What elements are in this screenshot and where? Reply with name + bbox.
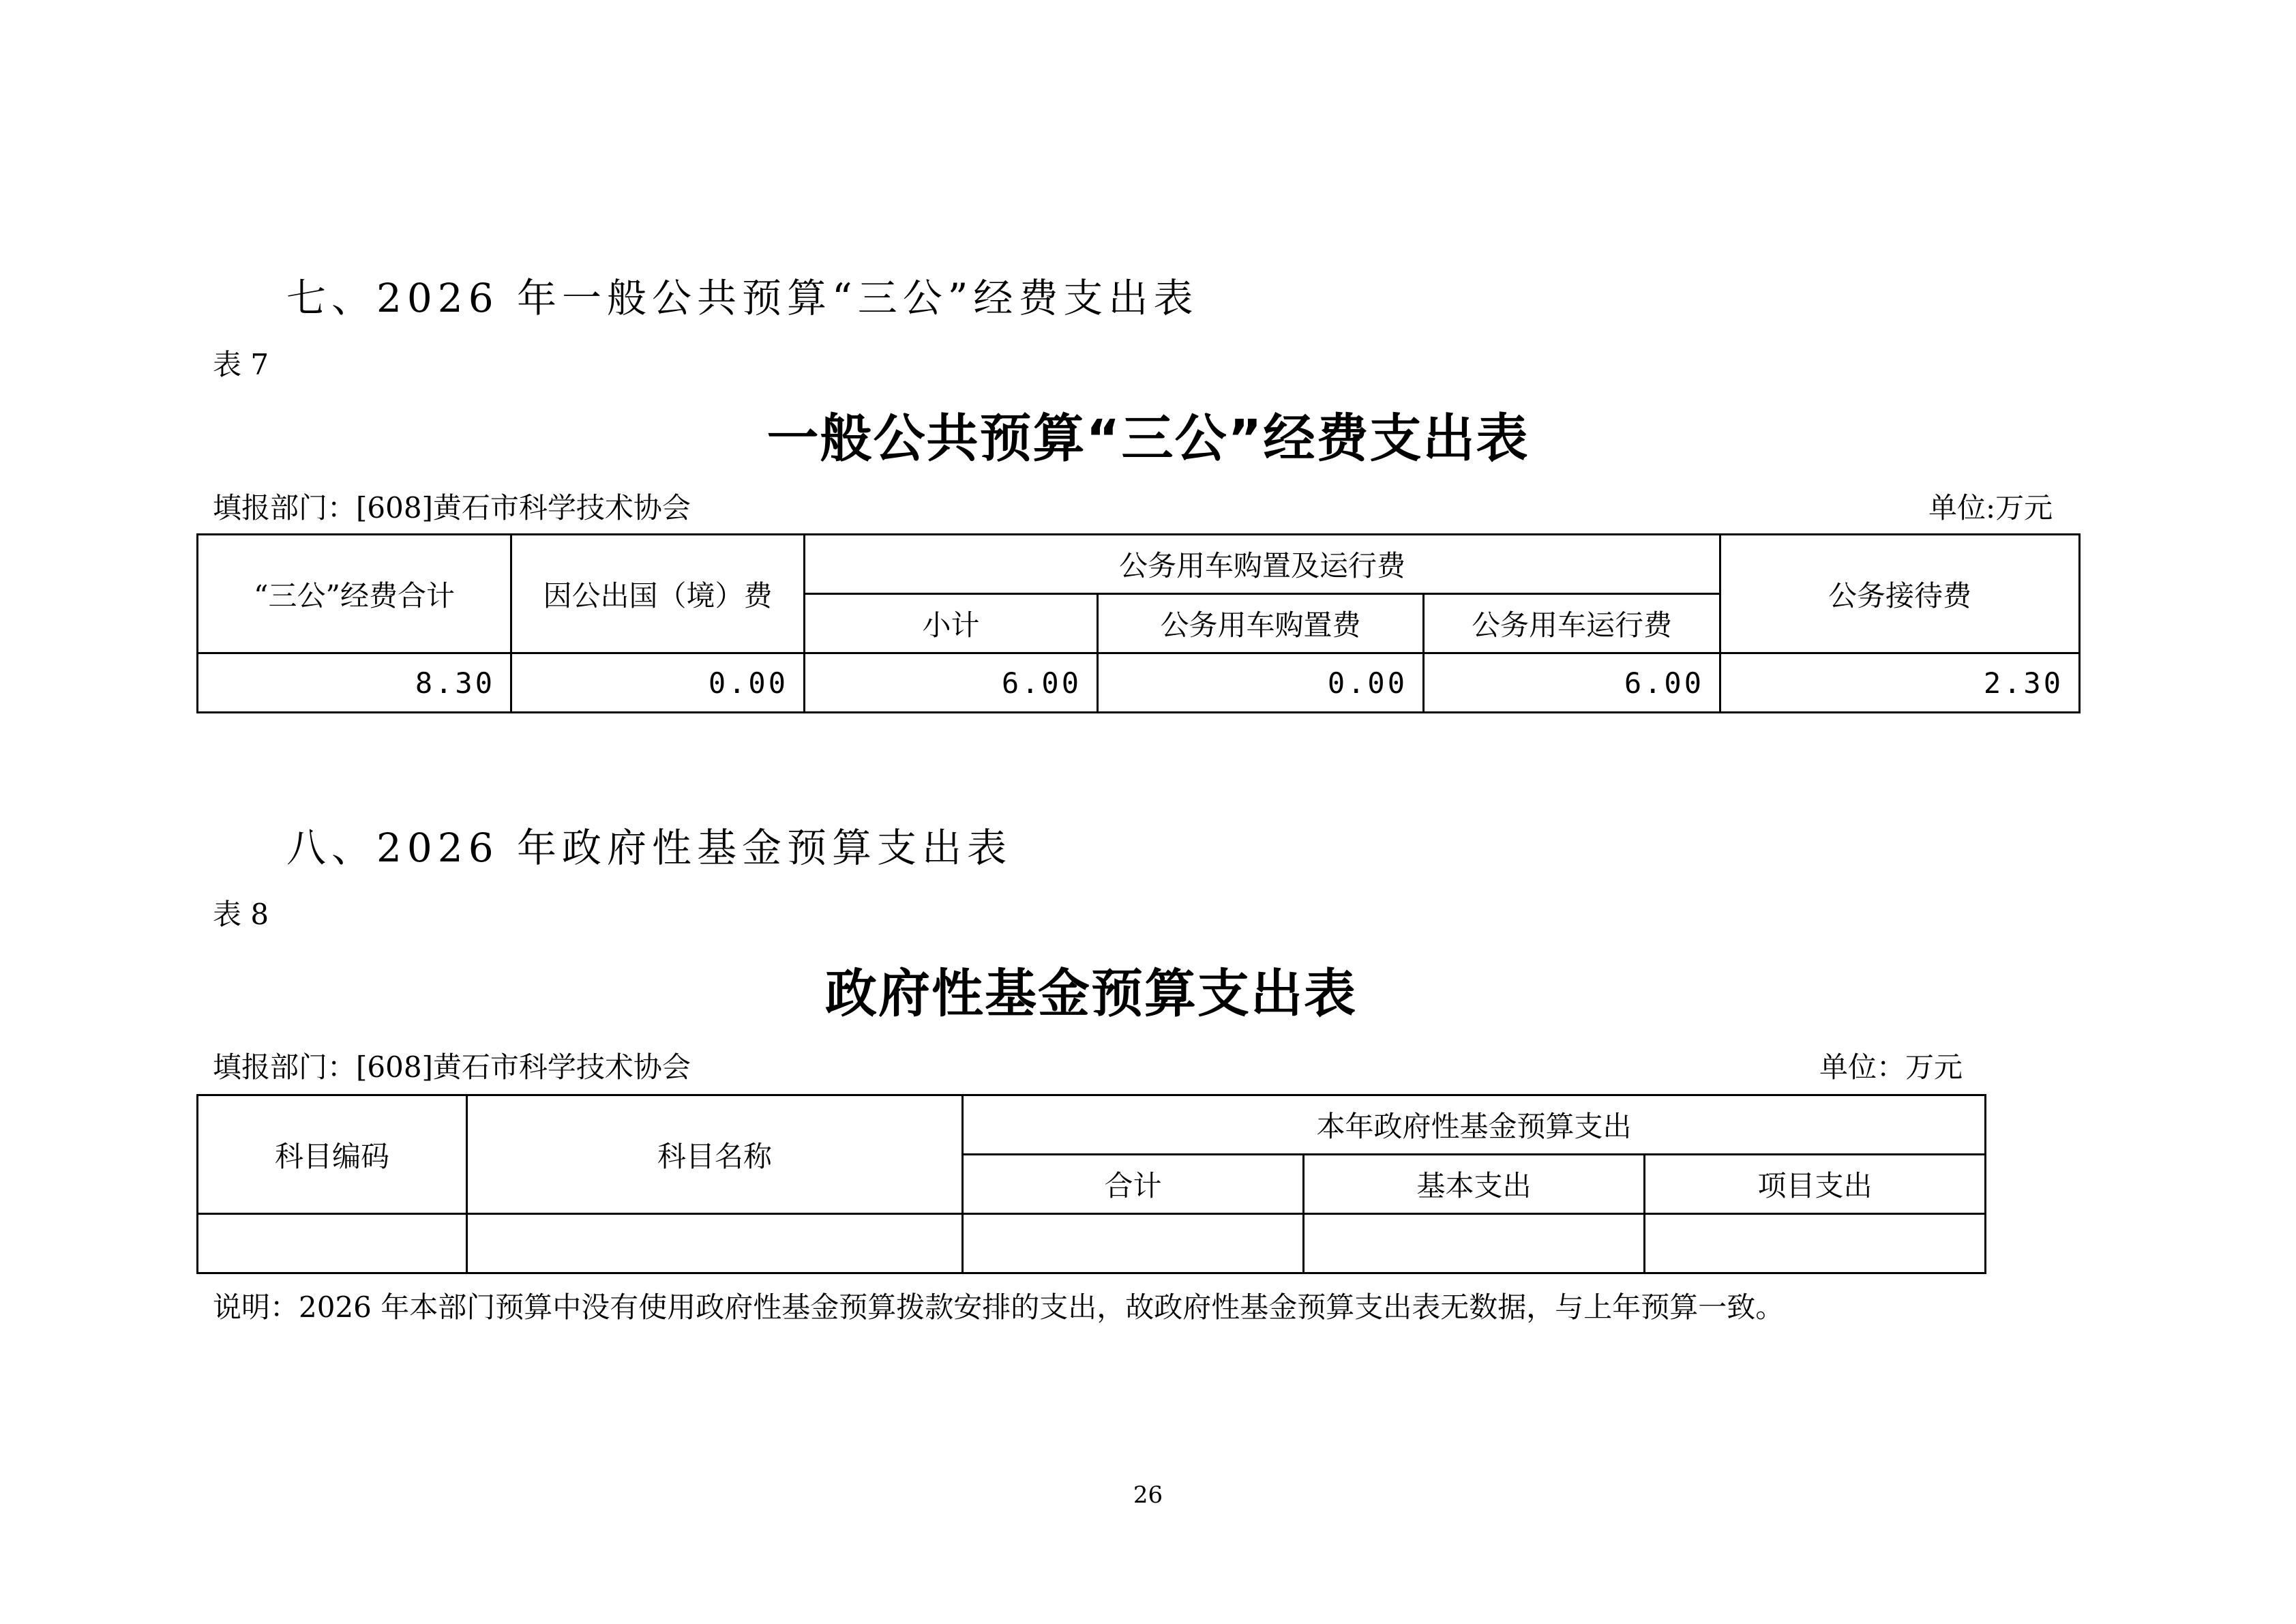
- section8-heading: 八、2026 年政府性基金预算支出表: [286, 825, 1013, 871]
- cell-abroad: 0.00: [511, 653, 805, 713]
- header-abroad: 因公出国（境）费: [511, 535, 805, 653]
- header-subtotal: 小计: [805, 594, 1098, 653]
- header-project: 项目支出: [1645, 1155, 1986, 1214]
- cell-operation: 6.00: [1424, 653, 1720, 713]
- table8-number: 表 8: [213, 898, 269, 931]
- header-total: “三公”经费合计: [198, 535, 511, 653]
- cell-purchase: 0.00: [1098, 653, 1424, 713]
- table8-title: 政府性基金预算支出表: [825, 963, 1357, 1024]
- table8-note: 说明：2026 年本部门预算中没有使用政府性基金预算拨款安排的支出，故政府性基金预算支出表无数据，与上年预算一致。: [213, 1290, 1785, 1324]
- empty-cell: [1645, 1214, 1986, 1273]
- header-basic: 基本支出: [1304, 1155, 1645, 1214]
- header-operation: 公务用车运行费: [1424, 594, 1720, 653]
- table7-unit: 单位:万元: [1928, 491, 2053, 525]
- table7-number: 表 7: [213, 348, 269, 381]
- page-number: 26: [1133, 1481, 1163, 1509]
- empty-cell: [963, 1214, 1304, 1273]
- empty-cell: [467, 1214, 963, 1273]
- table8-unit: 单位：万元: [1819, 1050, 1963, 1084]
- table7: [196, 533, 2081, 713]
- header-fund-total: 合计: [963, 1155, 1304, 1214]
- empty-cell: [1304, 1214, 1645, 1273]
- empty-cell: [198, 1214, 467, 1273]
- cell-total: 8.30: [198, 653, 511, 713]
- header-reception: 公务接待费: [1720, 535, 2080, 653]
- section7-heading: 七、2026 年一般公共预算“三公”经费支出表: [286, 275, 1199, 321]
- header-vehicle-group: 公务用车购置及运行费: [805, 535, 1720, 594]
- header-purchase: 公务用车购置费: [1098, 594, 1424, 653]
- table7-title: 一般公共预算“三公”经费支出表: [766, 408, 1530, 469]
- table8: [196, 1094, 1986, 1274]
- cell-reception: 2.30: [1720, 653, 2080, 713]
- table8-dept: 填报部门：[608]黄石市科学技术协会: [213, 1050, 691, 1084]
- table7-dept: 填报部门：[608]黄石市科学技术协会: [213, 491, 691, 525]
- header-fund-group: 本年政府性基金预算支出: [963, 1095, 1986, 1155]
- header-name: 科目名称: [467, 1095, 963, 1214]
- cell-subtotal: 6.00: [805, 653, 1098, 713]
- header-code: 科目编码: [198, 1095, 467, 1214]
